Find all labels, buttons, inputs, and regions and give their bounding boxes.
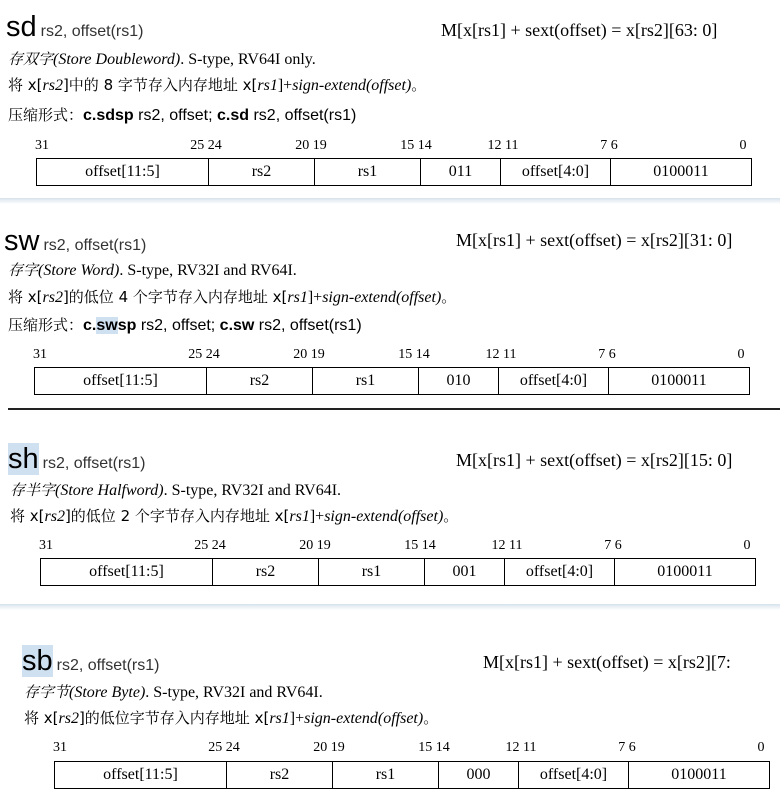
detail-part: rs1	[287, 289, 308, 306]
section-divider	[8, 408, 780, 410]
desc-rest: . S-type, RV32I and RV64I.	[163, 482, 342, 499]
semantics-formula: M[x[rs1] + sext(offset) = x[rs2][15: 0]	[456, 450, 733, 470]
compressed-forms	[8, 314, 362, 335]
field-funct3: 001	[425, 559, 505, 585]
field-offset-hi: offset[11:5]	[35, 368, 207, 394]
field-rs2: rs2	[207, 368, 313, 394]
bit-label: 25 24	[190, 138, 222, 153]
bit-label: 12 11	[505, 740, 537, 755]
mnemonic: sb	[22, 645, 53, 677]
bit-label: 31	[35, 138, 49, 153]
section-divider	[0, 604, 780, 610]
field-funct3: 000	[439, 762, 519, 788]
field-rs2: rs2	[209, 159, 315, 185]
bit-label: 0	[743, 538, 751, 553]
instruction-header	[22, 646, 159, 676]
bit-label: 15 14	[398, 347, 430, 362]
bit-positions	[54, 740, 766, 756]
bit-label: 7 6	[618, 740, 636, 755]
detail-part: ]+	[307, 289, 323, 306]
desc-cn: 存半字	[10, 481, 56, 499]
description	[8, 259, 297, 280]
detail-part: ]的低位 2 个字节存入内存地址 x[	[64, 507, 290, 525]
desc-en: (Store Halfword)	[55, 482, 164, 499]
bit-label: 25 24	[194, 538, 226, 553]
bit-label: 15 14	[404, 538, 436, 553]
detail-part: rs1	[269, 710, 290, 727]
field-offset-lo: offset[4:0]	[499, 368, 609, 394]
bit-label: 0	[737, 347, 745, 362]
detail-part: 将 x[	[24, 709, 59, 727]
mnemonic: sw	[4, 225, 40, 257]
field-offset-lo: offset[4:0]	[505, 559, 615, 585]
operands: rs2, offset(rs1)	[56, 657, 160, 674]
bit-label: 31	[53, 740, 67, 755]
bit-label: 0	[757, 740, 765, 755]
encoding-table	[34, 367, 750, 395]
compressed-mnemonic: c.sdsp	[83, 107, 134, 124]
detail	[10, 505, 458, 526]
detail-part: ]中的 8 字节存入内存地址 x[	[62, 76, 258, 94]
compressed-operands: rs2, offset;	[136, 317, 220, 334]
detail-part: 。	[441, 288, 457, 306]
field-opcode: 0100011	[653, 163, 709, 180]
bit-label: 25 24	[208, 740, 240, 755]
bit-label: 20 19	[293, 347, 325, 362]
desc-en: (Store Word)	[38, 262, 120, 279]
field-rs1: rs1	[313, 368, 419, 394]
compressed-mnemonic: c.sd	[217, 107, 250, 124]
detail-part: 将 x[	[10, 507, 45, 525]
instruction-sb	[0, 630, 780, 797]
compressed-operands: rs2, offset(rs1)	[249, 107, 357, 124]
field-offset-lo: offset[4:0]	[519, 762, 629, 788]
field-opcode: 0100011	[651, 372, 707, 389]
mnemonic: sd	[6, 11, 37, 43]
bit-label: 15 14	[418, 740, 450, 755]
instruction-sh	[0, 428, 780, 606]
detail-part: 。	[411, 76, 427, 94]
detail-part: sign-extend(offset)	[304, 710, 424, 727]
bit-label: 12 11	[487, 138, 519, 153]
operands: rs2, offset(rs1)	[42, 455, 146, 472]
detail	[8, 286, 456, 307]
bit-label: 12 11	[491, 538, 523, 553]
desc-rest: . S-type, RV32I and RV64I.	[145, 684, 323, 701]
detail-part: ]+	[309, 508, 325, 525]
bit-label: 7 6	[598, 347, 616, 362]
detail-part: ]+	[277, 77, 293, 94]
bit-label: 20 19	[295, 138, 327, 153]
bit-label: 31	[39, 538, 53, 553]
bit-label: 15 14	[400, 138, 432, 153]
compressed-mnemonic: c.	[83, 317, 97, 334]
detail-part: sign-extend(offset)	[322, 289, 442, 306]
field-rs2: rs2	[213, 559, 319, 585]
instruction-sw	[0, 205, 780, 403]
field-rs1: rs1	[319, 559, 425, 585]
compressed-label: 压缩形式：	[8, 316, 84, 334]
detail-part: rs1	[289, 508, 310, 525]
section-divider	[0, 198, 780, 204]
bit-label: 25 24	[188, 347, 220, 362]
compressed-operands: rs2, offset;	[133, 107, 217, 124]
operands: rs2, offset(rs1)	[40, 23, 144, 40]
compressed-mnemonic: sp	[117, 317, 137, 334]
encoding-table	[54, 761, 770, 789]
detail-part: rs2	[58, 710, 79, 727]
bit-label: 31	[33, 347, 47, 362]
desc-cn: 存字节	[24, 683, 70, 701]
detail-part: ]的低位字节存入内存地址 x[	[78, 709, 270, 727]
field-funct3: 011	[421, 159, 501, 185]
bit-label: 7 6	[600, 138, 618, 153]
field-offset-lo: offset[4:0]	[501, 159, 611, 185]
field-offset-hi: offset[11:5]	[41, 559, 213, 585]
detail-part: 。	[443, 507, 459, 525]
desc-rest: . S-type, RV64I only.	[180, 51, 316, 68]
detail-part: rs2	[44, 508, 65, 525]
detail	[24, 707, 438, 728]
compressed-operands: rs2, offset(rs1)	[254, 317, 362, 334]
field-offset-hi: offset[11:5]	[55, 762, 227, 788]
bit-label: 0	[739, 138, 747, 153]
bit-label: 20 19	[299, 538, 331, 553]
detail-part: rs2	[42, 289, 63, 306]
detail-part: rs2	[42, 77, 63, 94]
detail-part: 将 x[	[8, 288, 43, 306]
detail-part: sign-extend(offset)	[324, 508, 444, 525]
detail-part: 。	[423, 709, 439, 727]
field-opcode: 0100011	[657, 563, 713, 580]
description	[24, 681, 323, 702]
semantics-formula: M[x[rs1] + sext(offset) = x[rs2][7:	[483, 652, 731, 672]
bit-positions	[36, 138, 748, 154]
detail-part: ]+	[289, 710, 305, 727]
compressed-mnemonic: c.sw	[219, 317, 255, 334]
compressed-mnemonic-highlight: sw	[96, 317, 118, 334]
field-funct3: 010	[419, 368, 499, 394]
detail-part: rs1	[257, 77, 278, 94]
bit-label: 12 11	[485, 347, 517, 362]
instruction-header	[4, 226, 146, 256]
detail-part: ]的低位 4 个字节存入内存地址 x[	[62, 288, 288, 306]
field-rs2: rs2	[227, 762, 333, 788]
desc-en: (Store Doubleword)	[53, 51, 181, 68]
description	[8, 48, 316, 69]
field-opcode: 0100011	[671, 766, 727, 783]
field-rs1: rs1	[333, 762, 439, 788]
desc-cn: 存双字	[8, 50, 54, 68]
instruction-sd	[0, 0, 780, 198]
bit-label: 20 19	[313, 740, 345, 755]
operands: rs2, offset(rs1)	[43, 237, 147, 254]
desc-cn: 存字	[8, 261, 39, 279]
mnemonic: sh	[8, 443, 39, 475]
bit-label: 7 6	[604, 538, 622, 553]
compressed-forms	[8, 104, 356, 125]
detail	[8, 74, 426, 95]
detail-part: sign-extend(offset)	[292, 77, 412, 94]
field-offset-hi: offset[11:5]	[37, 159, 209, 185]
encoding-table	[36, 158, 752, 186]
bit-positions	[34, 347, 746, 363]
semantics-formula: M[x[rs1] + sext(offset) = x[rs2][31: 0]	[456, 230, 733, 250]
instruction-header	[6, 12, 143, 42]
field-rs1: rs1	[315, 159, 421, 185]
compressed-label: 压缩形式：	[8, 106, 84, 124]
encoding-table	[40, 558, 756, 586]
bit-positions	[40, 538, 752, 554]
detail-part: 将 x[	[8, 76, 43, 94]
description	[10, 479, 341, 500]
desc-en: (Store Byte)	[69, 684, 146, 701]
semantics-formula: M[x[rs1] + sext(offset) = x[rs2][63: 0]	[441, 20, 718, 40]
instruction-header	[8, 444, 145, 474]
desc-rest: . S-type, RV32I and RV64I.	[119, 262, 297, 279]
